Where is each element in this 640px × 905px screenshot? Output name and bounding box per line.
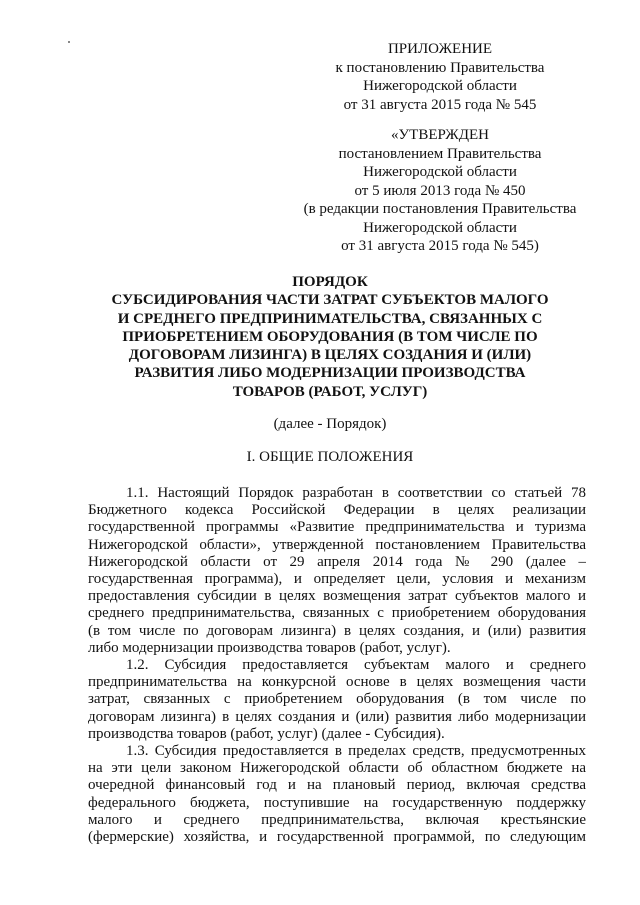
paragraph-line: очередной финансовый год и на плановый период, включая средства [88, 777, 586, 794]
paragraph-line: либо модернизации производства товаров (работ, услуг). [88, 639, 451, 656]
paragraph-line: затрат, связанных с приобретением оборудования (в том числе по [88, 691, 586, 708]
paragraph-line: федерального бюджета, поступившие на государственную поддержку [88, 794, 586, 811]
paragraph-line: государственной программы «Развитие предпринимательства и туризма [88, 519, 586, 536]
title-line: ПОРЯДОК [292, 274, 368, 290]
title-line: ДОГОВОРАМ ЛИЗИНГА) В ЦЕЛЯХ СОЗДАНИЯ И (ИЛИ) [128, 347, 532, 364]
title-line: И СРЕДНЕГО ПРЕДПРИНИМАТЕЛЬСТВА, СВЯЗАННЫХ С [117, 310, 543, 327]
appendix-line: к постановлению Правительства [335, 59, 545, 76]
paragraph-line: (в том числе по договорам лизинга) в целях создания, и (или) развития [88, 622, 586, 639]
paragraph-line: Нижегородской области от 29 апреля 2014 года № 290 (далее – [88, 553, 586, 570]
appendix-line: Нижегородской области [363, 78, 517, 94]
title-line: СУБСИДИРОВАНИЯ ЧАСТИ ЗАТРАТ СУБЪЕКТОВ МАЛОГО [111, 292, 549, 309]
approved-line: постановлением Правительства [338, 145, 542, 162]
paragraph-line: малого и среднего предпринимательства, включая крестьянские [88, 811, 586, 828]
document-title [88, 273, 572, 401]
approved-line: Нижегородской области [363, 219, 517, 236]
section-heading: I. ОБЩИЕ ПОЛОЖЕНИЯ [246, 449, 414, 465]
paragraph-line: среднего предпринимательства, связанных с приобретением оборудования [88, 605, 586, 622]
approved-line: (в редакции постановления Правительства [303, 201, 577, 217]
paragraph-line: на эти цели законом Нижегородской области об областном бюджете на [88, 760, 586, 777]
approved-block [290, 126, 590, 256]
document-subtitle: (далее - Порядок) [273, 416, 387, 432]
paragraph-line: (фермерские) хозяйства, и государственной программой, по следующим [88, 829, 586, 846]
appendix-block [290, 40, 590, 114]
approved-line: «УТВЕРЖДЕН [391, 127, 489, 143]
body-text [88, 485, 586, 846]
paragraph-line: 1.2. Субсидия предоставляется субъектам малого и среднего [126, 657, 586, 674]
title-line: ТОВАРОВ (РАБОТ, УСЛУГ) [232, 383, 428, 400]
appendix-line: ПРИЛОЖЕНИЕ [387, 41, 493, 57]
approved-line: Нижегородской области [363, 164, 517, 180]
paragraph-line: государственная программа), и определяет цели, условия и механизм [88, 571, 586, 588]
paragraph-line: производства товаров (работ, услуг) (далее - Субсидия). [88, 725, 445, 742]
paragraph-line: предпринимательства на конкурсной основе в целях возмещения части [88, 674, 586, 691]
paragraph-line: 1.3. Субсидия предоставляется в пределах средств, предусмотренных [126, 743, 586, 760]
title-line: ПРИОБРЕТЕНИЕМ ОБОРУДОВАНИЯ (В ТОМ ЧИСЛЕ ПО [122, 328, 538, 345]
paragraph-line: Бюджетного кодекса Российской Федерации в целях реализации [88, 502, 586, 519]
appendix-line: от 31 августа 2015 года № 545 [343, 96, 537, 113]
paragraph-line: договорам лизинга) в целях создания и (или) развития либо модернизации [88, 708, 586, 725]
approved-line: от 5 июля 2013 года № 450 [354, 182, 526, 199]
approved-line: от 31 августа 2015 года № 545) [341, 238, 539, 254]
paragraph-line: Нижегородской области», утвержденной постановлением Правительства [88, 536, 586, 553]
title-line: РАЗВИТИЯ ЛИБО МОДЕРНИЗАЦИИ ПРОИЗВОДСТВА [134, 365, 526, 382]
scan-dot [68, 41, 70, 43]
paragraph-line: 1.1. Настоящий Порядок разработан в соответствии со статьей 78 [126, 485, 586, 501]
paragraph-line: предоставления субсидии в целях возмещения затрат субъектов малого и [88, 588, 586, 605]
